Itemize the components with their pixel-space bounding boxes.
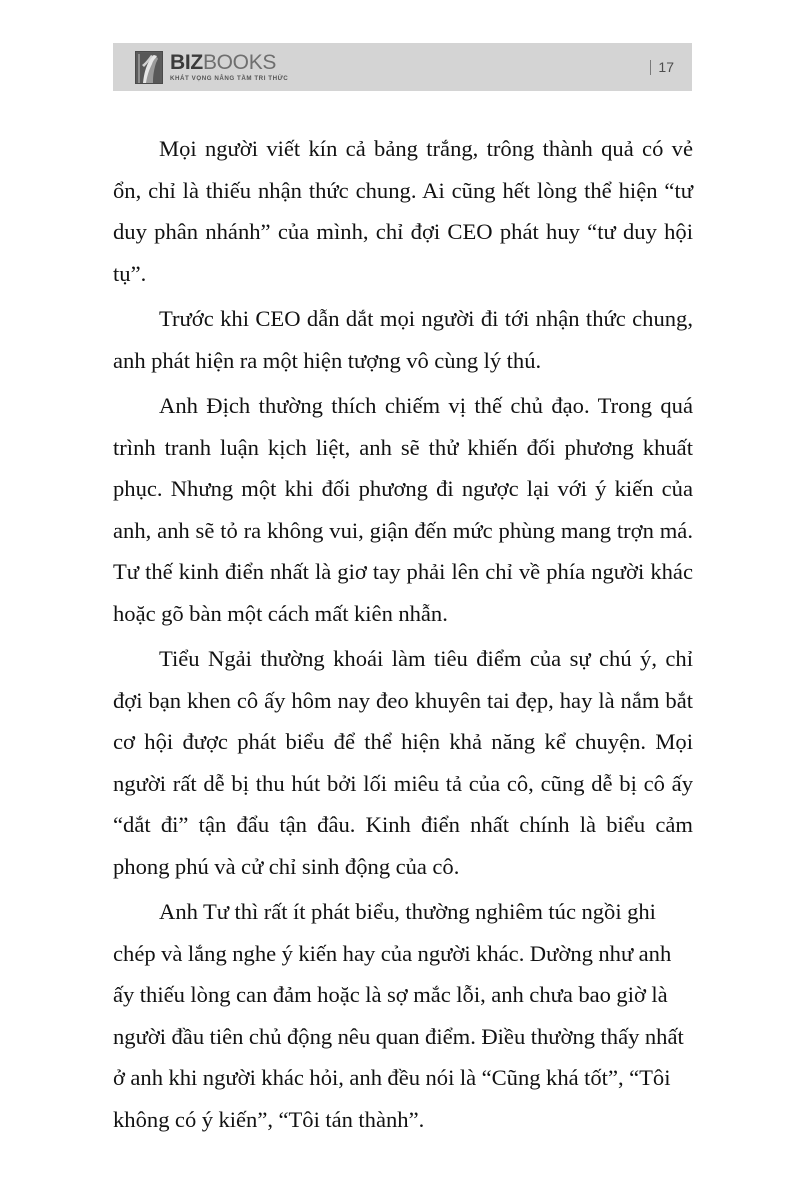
brand-wordmark-bold: BIZ (170, 50, 203, 74)
body-text-column (113, 128, 693, 1140)
publisher-brand (135, 51, 288, 84)
paragraph: Trước khi CEO dẫn dắt mọi người đi tới nhận thức chung, anh phát hiện ra một hiện tượng vô cùng lý thú. (113, 306, 693, 373)
brand-text (170, 52, 288, 82)
brand-wordmark (170, 52, 288, 73)
page-number-group (650, 59, 674, 75)
folio-divider (650, 60, 651, 75)
paragraph: Tiểu Ngải thường khoái làm tiêu điểm của sự chú ý, chỉ đợi bạn khen cô ấy hôm nay đeo khuyên tai đẹp, hay là nắm bắt cơ hội được phát biểu để thể hiện khả năng kể chuyện. Mọi người rất dễ bị thu hút bởi lối miêu tả của cô, cũng dễ bị cô ấy “dắt đi” tận đẩu tận đâu. Kinh điển nhất chính là biểu cảm phong phú và cử chỉ sinh động của cô. (113, 646, 693, 879)
paragraph: Mọi người viết kín cả bảng trắng, trông thành quả có vẻ ổn, chỉ là thiếu nhận thức chung. Ai cũng hết lòng thể hiện “tư duy phân nhánh” của mình, chỉ đợi CEO phát huy “tư duy hội tụ”. (113, 136, 693, 286)
paragraph: Anh Tư thì rất ít phát biểu, thường nghiêm túc ngồi ghi chép và lắng nghe ý kiến hay của người khác. Dường như anh ấy thiếu lòng can đảm hoặc là sợ mắc lỗi, anh chưa bao giờ là người đầu tiên chủ động nêu quan điểm. Điều thường thấy nhất ở anh khi người khác hỏi, anh đều nói là “Cũng khá tốt”, “Tôi không có ý kiến”, “Tôi tán thành”. (113, 899, 684, 1132)
running-header (113, 43, 692, 91)
book-logo-icon (135, 51, 163, 84)
page-number: 17 (658, 59, 674, 75)
brand-wordmark-light: BOOKS (202, 50, 277, 74)
brand-tagline: KHÁT VỌNG NÂNG TẦM TRI THỨC (170, 74, 289, 82)
paragraph: Anh Địch thường thích chiếm vị thế chủ đạo. Trong quá trình tranh luận kịch liệt, anh sẽ thử khiến đối phương khuất phục. Nhưng một khi đối phương đi ngược lại với ý kiến của anh, anh sẽ tỏ ra không vui, giận đến mức phùng mang trợn má. Tư thế kinh điển nhất là giơ tay phải lên chỉ về phía người khác hoặc gõ bàn một cách mất kiên nhẫn. (113, 393, 693, 626)
